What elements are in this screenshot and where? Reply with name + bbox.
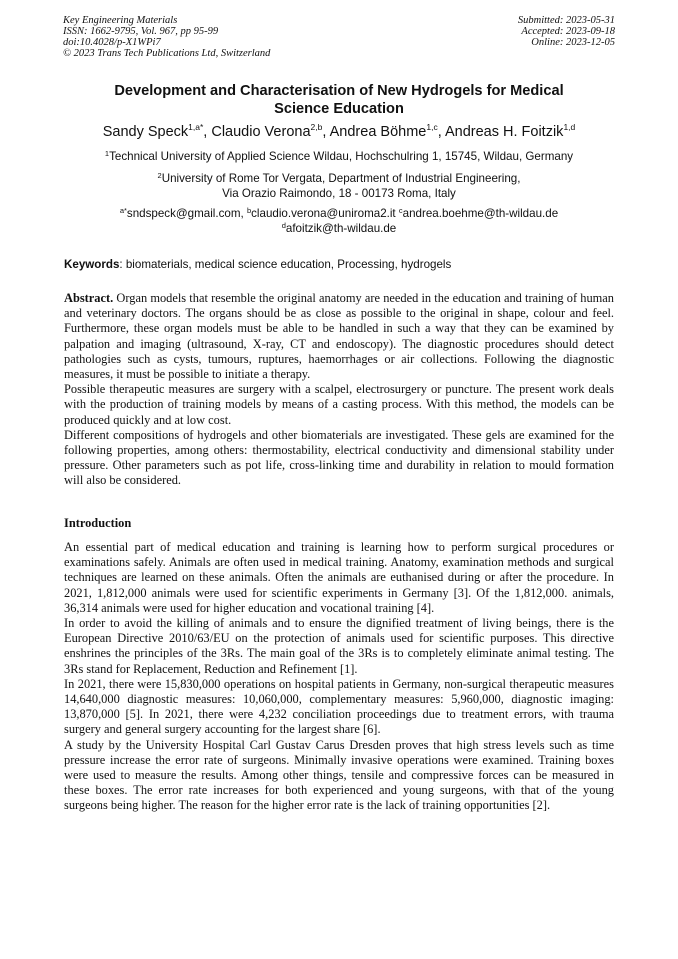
abstract-paragraph: Possible therapeutic measures are surgery with a scalpel, electrosurgery or puncture. The present work deals with the production of training models by means of a casting process. With this method, the models can be produced quickly and at low cost. [64, 382, 614, 427]
body-paragraph: In 2021, there were 15,830,000 operations on hospital patients in Germany, non-surgical therapeutic measures 14,640,000 diagnostic measures: 10,060,000, complementary measures: 5,960,000, diagnostic imaging: 13,870,000 [5]. In 2021, there were 4,232 conciliation proceedings due to treatment errors, with trauma surgery and general surgery accounting for the largest share [6]. [64, 676, 614, 737]
affiliation-2 [40, 171, 638, 201]
email-sup: c [398, 206, 403, 215]
body-paragraph: A study by the University Hospital Carl Gustav Carus Dresden proves that high stress levels such as time pressure increase the error rate of surgeons. Minimally invasive operations were examined. Training boxes were used to measure the results. Among other things, tensile and compressive forces can be measured in these boxes. The error rate increases for both experienced and young surgeons, with that of the young surgeons being higher. The reason for the higher error rate is the lack of training opportunities [2]. [64, 737, 614, 813]
journal-issn: ISSN: 1662-9795, Vol. 967, pp 95-99 [63, 26, 219, 37]
author-emails [40, 206, 638, 236]
journal-name: Key Engineering Materials [63, 15, 178, 26]
introduction-body [64, 540, 614, 814]
email-link[interactable]: afoitzik@th-wildau.de [285, 222, 397, 235]
abstract-paragraph: Different compositions of hydrogels and other biomaterials are investigated. These gels are examined for the following properties, among others: thermostability, electrical conductivity and dimensional stability under pressure. Other parameters such as pot life, cross-linking time and durability in relation to mould formation will also be considered. [64, 427, 614, 488]
journal-doi[interactable]: doi:10.4028/p-X1WPi7 [63, 37, 161, 48]
affiliation-1 [40, 149, 638, 164]
author-sup: 1,a* [188, 122, 204, 132]
title-line-1: Development and Characterisation of New Hydrogels for Medical [114, 83, 564, 99]
author-sup: 1,c [426, 122, 438, 132]
affiliation-text: Technical University of Applied Science Wildau, Hochschulring 1, 15745, Wildau, Germany [109, 150, 574, 163]
affiliation-sup: 2 [157, 171, 162, 180]
author-name: Sandy Speck [102, 124, 189, 140]
abstract [64, 291, 614, 489]
affiliation-text: University of Rome Tor Vergata, Department of Industrial Engineering, [161, 172, 521, 185]
keywords-label: Keywords [64, 258, 120, 271]
affiliation-text: Via Orazio Raimondo, 18 - 00173 Roma, Italy [222, 187, 456, 200]
author-name: Claudio Verona [211, 124, 311, 140]
journal-copyright: © 2023 Trans Tech Publications Ltd, Switzerland [63, 48, 271, 59]
submitted-date: Submitted: 2023-05-31 [517, 15, 615, 26]
author-sup: 1,d [563, 122, 576, 132]
affiliation-sup: 1 [104, 149, 110, 158]
author-name: Andreas H. Foitzik [444, 124, 564, 140]
author-name: Andrea Böhme [329, 124, 427, 140]
keywords [64, 257, 614, 272]
email-link[interactable]: sndspeck@gmail.com, [126, 207, 247, 220]
author-separator: , [322, 124, 330, 140]
email-sup: b [246, 206, 252, 215]
online-date: Online: 2023-12-05 [531, 37, 615, 48]
abstract-text: Organ models that resemble the original anatomy are needed in the education and training of human and veterinary doctors. The organs should be as close as possible to the original in shape, colour and feel. Furthermore, these organ models must be able to be handled in such a way that they can be examined by palpation and imaging (ultrasound, X-ray, CT and endoscopy). The diagnostic procedures should detect pathologies such as cysts, tumours, ruptures, haemorrhages or air collections. Following the diagnostic measures, it must be possible to initiate a therapy. [64, 291, 614, 382]
abstract-label: Abstract. [64, 291, 114, 305]
paper-title [70, 82, 608, 118]
author-separator: , [203, 124, 212, 140]
email-sup: d [281, 221, 286, 230]
section-heading: Introduction [64, 516, 132, 530]
author-list [40, 123, 638, 141]
title-line-2: Science Education [274, 101, 404, 117]
dates-header [395, 15, 615, 48]
abstract-paragraph [64, 291, 614, 382]
journal-header [63, 15, 363, 59]
body-paragraph: An essential part of medical education and training is learning how to perform surgical procedures or examinations safely. Animals are often used in medical training. Anatomy, examination methods and surgical techniques are learned on these animals. Often the animals are euthanised during or after the procedure. In 2021, 1,812,000 animals were used for scientific experiments in Germany [3]. Of the 1,812,000. animals, 36,314 animals were used for higher education and vocational training [4]. [64, 540, 614, 615]
email-link[interactable]: claudio.verona@uniroma2.it [251, 207, 399, 220]
email-sup: a* [119, 206, 127, 215]
keywords-text: : biomaterials, medical science education, Processing, hydrogels [119, 258, 452, 271]
author-sup: 2,b [310, 122, 323, 132]
author-separator: , [437, 124, 445, 140]
email-link[interactable]: andrea.boehme@th-wildau.de [402, 207, 559, 220]
body-paragraph: In order to avoid the killing of animals and to ensure the dignified treatment of living beings, there is the European Directive 2010/63/EU on the protection of animals used for scientific purposes. This directive enshrines the principles of the 3Rs. The main goal of the 3Rs is to completely eliminate animal testing. The 3Rs stand for Replacement, Reduction and Refinement [1]. [64, 616, 614, 676]
accepted-date: Accepted: 2023-09-18 [521, 26, 615, 37]
